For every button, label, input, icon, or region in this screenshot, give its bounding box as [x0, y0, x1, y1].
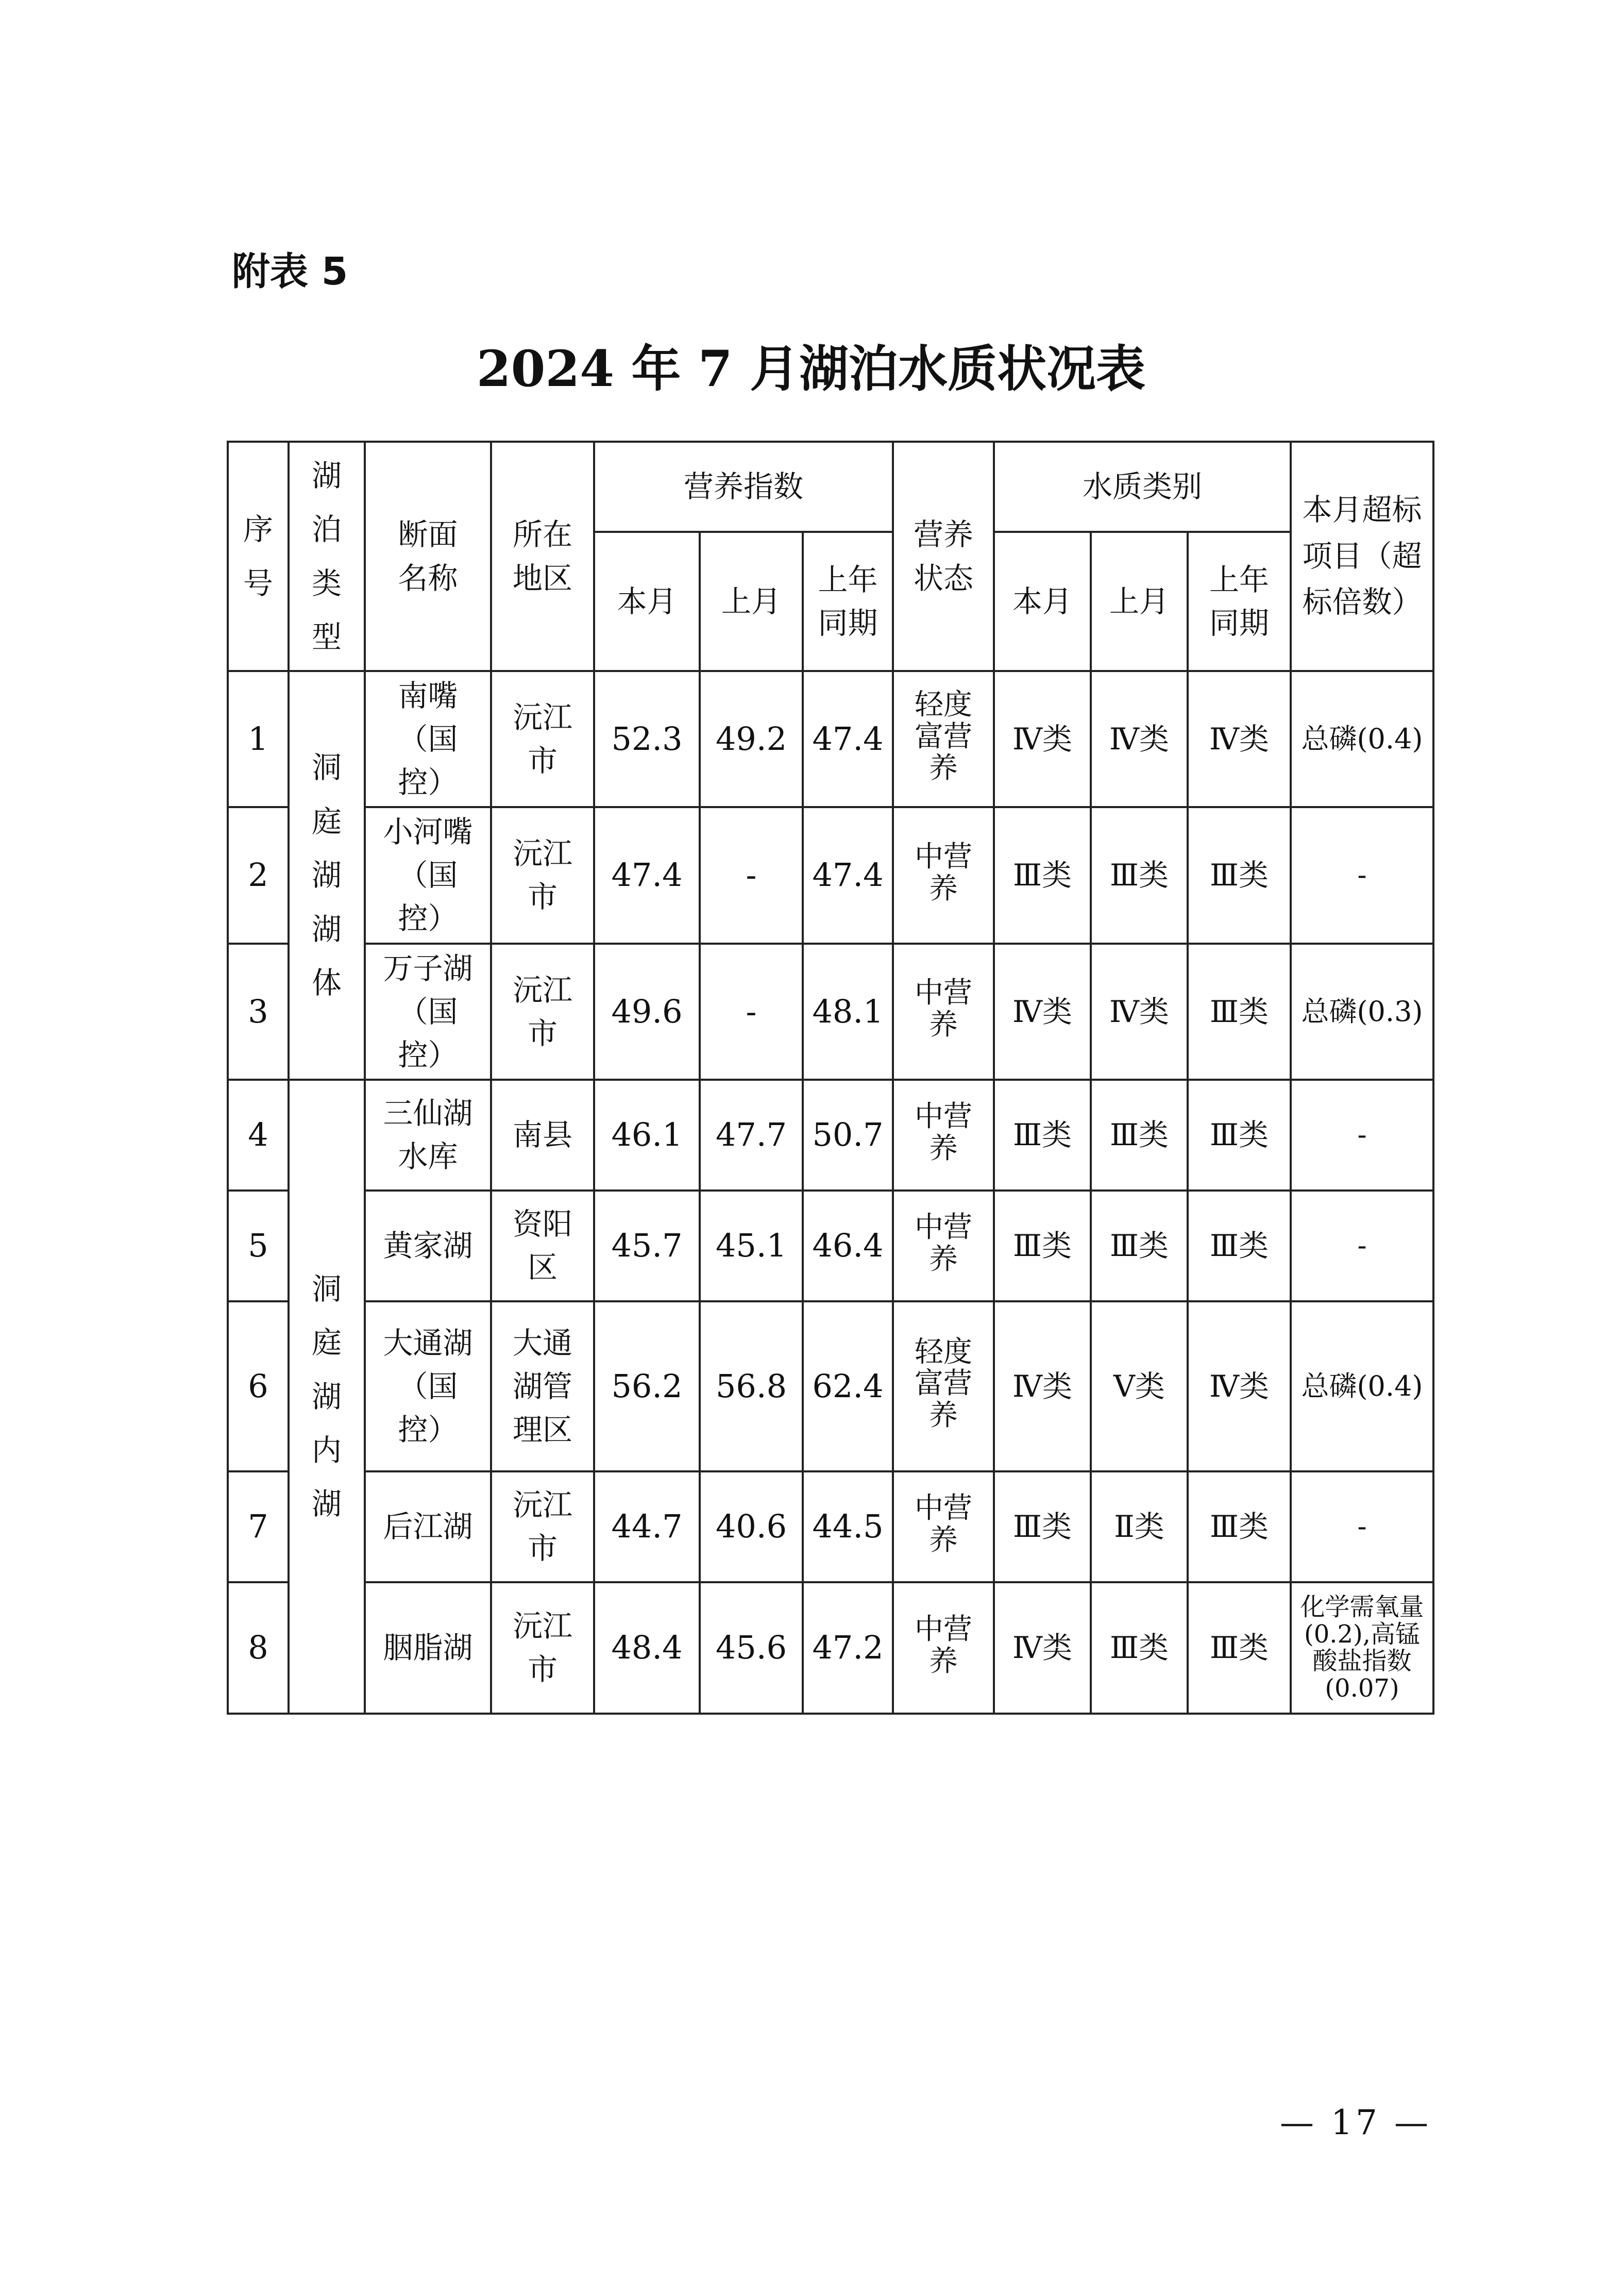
- cell-ti-prev: 45.6: [700, 1582, 803, 1714]
- cell-region: 沅江市: [491, 807, 594, 943]
- cell-no: 6: [228, 1301, 289, 1471]
- cell-ti-now: 44.7: [594, 1471, 700, 1582]
- cell-wc-ly: Ⅲ类: [1188, 807, 1291, 943]
- cell-lake-type: 洞庭湖湖体: [289, 671, 365, 1080]
- header-water-class: 水质类别: [994, 442, 1291, 532]
- cell-wc-prev: Ⅱ类: [1091, 1471, 1188, 1582]
- header-trophic-state: 营养状态: [893, 442, 994, 671]
- cell-name: 大通湖（国控）: [365, 1301, 491, 1471]
- cell-ti-ly: 44.5: [803, 1471, 893, 1582]
- annex-label: 附表 5: [232, 249, 348, 294]
- header-lake-type: 湖泊类型: [289, 442, 365, 671]
- table-row: [228, 807, 1433, 943]
- cell-exceed: -: [1291, 807, 1433, 943]
- cell-no: 4: [228, 1080, 289, 1191]
- cell-exceed: 总磷(0.4): [1291, 1301, 1433, 1471]
- cell-wc-ly: Ⅲ类: [1188, 944, 1291, 1080]
- cell-no: 7: [228, 1471, 289, 1582]
- cell-exceed: 总磷(0.3): [1291, 944, 1433, 1080]
- cell-wc-now: Ⅳ类: [994, 1301, 1091, 1471]
- cell-ti-now: 45.7: [594, 1191, 700, 1301]
- cell-ti-ly: 47.2: [803, 1582, 893, 1714]
- header-ti-last-month: 上月: [700, 532, 803, 671]
- cell-wc-prev: Ⅴ类: [1091, 1301, 1188, 1471]
- cell-wc-prev: Ⅲ类: [1091, 1582, 1188, 1714]
- header-seq: 序号: [228, 442, 289, 671]
- cell-ti-now: 49.6: [594, 944, 700, 1080]
- cell-state: 中营养: [893, 1471, 994, 1582]
- cell-state: 轻度富营养: [893, 1301, 994, 1471]
- cell-ti-now: 56.2: [594, 1301, 700, 1471]
- cell-state: 中营养: [893, 1080, 994, 1191]
- cell-wc-now: Ⅳ类: [994, 671, 1091, 807]
- cell-ti-now: 48.4: [594, 1582, 700, 1714]
- header-exceed: 本月超标项目（超标倍数）: [1291, 442, 1433, 671]
- header-ti-last-year: 上年同期: [803, 532, 893, 671]
- cell-ti-ly: 46.4: [803, 1191, 893, 1301]
- table-row: [228, 1471, 1433, 1582]
- cell-ti-now: 52.3: [594, 671, 700, 807]
- cell-no: 1: [228, 671, 289, 807]
- header-wc-this-month: 本月: [994, 532, 1091, 671]
- cell-exceed: -: [1291, 1080, 1433, 1191]
- cell-wc-now: Ⅲ类: [994, 1080, 1091, 1191]
- header-wc-last-month: 上月: [1091, 532, 1188, 671]
- cell-no: 3: [228, 944, 289, 1080]
- cell-name: 万子湖（国控）: [365, 944, 491, 1080]
- header-ti-this-month: 本月: [594, 532, 700, 671]
- cell-no: 2: [228, 807, 289, 943]
- cell-name: 三仙湖水库: [365, 1080, 491, 1191]
- cell-wc-prev: Ⅳ类: [1091, 944, 1188, 1080]
- cell-name: 后江湖: [365, 1471, 491, 1582]
- cell-ti-ly: 62.4: [803, 1301, 893, 1471]
- cell-wc-now: Ⅲ类: [994, 807, 1091, 943]
- header-trophic-index: 营养指数: [594, 442, 893, 532]
- cell-region: 南县: [491, 1080, 594, 1191]
- cell-ti-now: 47.4: [594, 807, 700, 943]
- cell-region: 沅江市: [491, 1471, 594, 1582]
- cell-wc-prev: Ⅲ类: [1091, 1191, 1188, 1301]
- page-number: — 17 —: [1280, 2103, 1431, 2142]
- cell-no: 8: [228, 1582, 289, 1714]
- cell-lake-type: 洞庭湖内湖: [289, 1080, 365, 1714]
- cell-state: 中营养: [893, 944, 994, 1080]
- cell-region: 沅江市: [491, 671, 594, 807]
- cell-name: 黄家湖: [365, 1191, 491, 1301]
- cell-exceed: -: [1291, 1471, 1433, 1582]
- cell-region: 大通湖管理区: [491, 1301, 594, 1471]
- table-row: [228, 671, 1433, 807]
- cell-wc-ly: Ⅲ类: [1188, 1471, 1291, 1582]
- cell-state: 中营养: [893, 807, 994, 943]
- cell-wc-ly: Ⅲ类: [1188, 1191, 1291, 1301]
- cell-wc-ly: Ⅳ类: [1188, 671, 1291, 807]
- cell-name: 南嘴（国控）: [365, 671, 491, 807]
- cell-name: 小河嘴（国控）: [365, 807, 491, 943]
- cell-ti-prev: 40.6: [700, 1471, 803, 1582]
- cell-region: 沅江市: [491, 1582, 594, 1714]
- header-region: 所在地区: [491, 442, 594, 671]
- cell-state: 中营养: [893, 1191, 994, 1301]
- table-row: [228, 1582, 1433, 1714]
- cell-exceed: -: [1291, 1191, 1433, 1301]
- table-row: [228, 1191, 1433, 1301]
- cell-region: 沅江市: [491, 944, 594, 1080]
- cell-ti-ly: 48.1: [803, 944, 893, 1080]
- cell-region: 资阳区: [491, 1191, 594, 1301]
- cell-wc-prev: Ⅲ类: [1091, 807, 1188, 943]
- cell-no: 5: [228, 1191, 289, 1301]
- cell-wc-ly: Ⅲ类: [1188, 1080, 1291, 1191]
- cell-wc-now: Ⅳ类: [994, 1582, 1091, 1714]
- cell-wc-now: Ⅲ类: [994, 1471, 1091, 1582]
- water-quality-table: [227, 441, 1434, 1715]
- cell-wc-ly: Ⅲ类: [1188, 1582, 1291, 1714]
- cell-exceed: 化学需氧量(0.2),高锰酸盐指数(0.07): [1291, 1582, 1433, 1714]
- cell-state: 轻度富营养: [893, 671, 994, 807]
- cell-wc-now: Ⅳ类: [994, 944, 1091, 1080]
- cell-wc-prev: Ⅲ类: [1091, 1080, 1188, 1191]
- table-row: [228, 944, 1433, 1080]
- cell-ti-ly: 47.4: [803, 671, 893, 807]
- cell-ti-prev: 49.2: [700, 671, 803, 807]
- header-wc-last-year: 上年同期: [1188, 532, 1291, 671]
- cell-state: 中营养: [893, 1582, 994, 1714]
- cell-name: 胭脂湖: [365, 1582, 491, 1714]
- cell-ti-prev: 47.7: [700, 1080, 803, 1191]
- table-row: [228, 1080, 1433, 1191]
- table-row: [228, 1301, 1433, 1471]
- cell-ti-ly: 47.4: [803, 807, 893, 943]
- cell-wc-ly: Ⅳ类: [1188, 1301, 1291, 1471]
- cell-ti-prev: -: [700, 944, 803, 1080]
- cell-wc-now: Ⅲ类: [994, 1191, 1091, 1301]
- cell-ti-now: 46.1: [594, 1080, 700, 1191]
- header-section-name: 断面名称: [365, 442, 491, 671]
- page-title: 2024 年 7 月湖泊水质状况表: [476, 340, 1146, 398]
- cell-ti-prev: 45.1: [700, 1191, 803, 1301]
- cell-wc-prev: Ⅳ类: [1091, 671, 1188, 807]
- cell-ti-prev: -: [700, 807, 803, 943]
- cell-exceed: 总磷(0.4): [1291, 671, 1433, 807]
- cell-ti-prev: 56.8: [700, 1301, 803, 1471]
- cell-ti-ly: 50.7: [803, 1080, 893, 1191]
